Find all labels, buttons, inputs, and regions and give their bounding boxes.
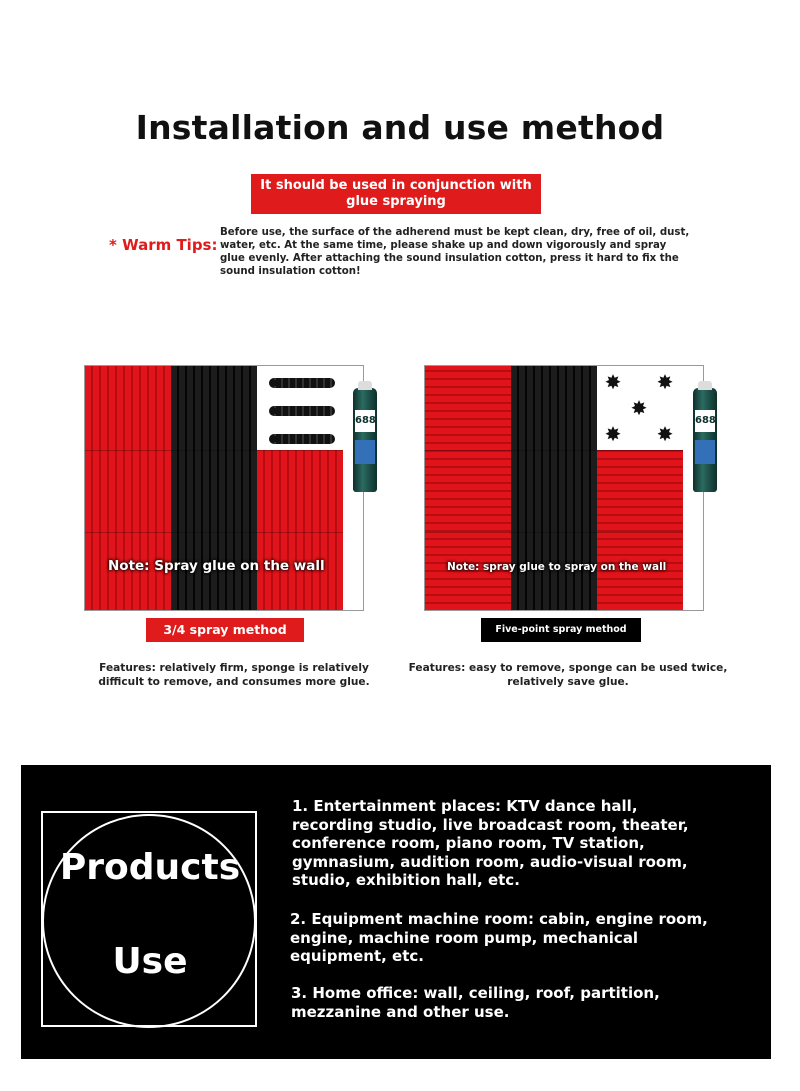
three-quarter-spray-illustration <box>84 365 376 611</box>
method-label-five-point: Five-point spray method <box>481 618 641 642</box>
page-title: Installation and use method <box>135 108 665 147</box>
note-left: Note: Spray glue on the wall <box>108 558 325 574</box>
products-heading: Products <box>59 847 241 888</box>
glue-spray-banner: It should be used in conjunction with glue spraying <box>251 174 541 214</box>
glue-stripe-icon <box>269 378 335 388</box>
warm-tips-text: Before use, the surface of the adherend must be kept clean, dry, free of oil, dust, water, etc. At the same time, please shake up and down vigorously and spray glue evenly. After attaching the sound insulation cotton, press it hard to fix the sound insulation cotton! <box>220 227 690 277</box>
glue-dot-icon: ✸ <box>656 422 674 446</box>
spray-can-icon: 688 <box>693 388 717 492</box>
use-heading: Use <box>112 941 188 982</box>
five-point-spray-illustration <box>424 365 716 611</box>
features-three-quarter: Features: relatively firm, sponge is relatively difficult to remove, and consumes more glue. <box>98 662 370 688</box>
use-item-home-office: 3. Home office: wall, ceiling, roof, partition, mezzanine and other use. <box>291 984 660 1021</box>
features-five-point: Features: easy to remove, sponge can be used twice, relatively save glue. <box>408 662 728 688</box>
glue-dot-icon: ✸ <box>604 422 622 446</box>
note-right: Note: spray glue to spray on the wall <box>447 561 667 573</box>
method-label-three-quarter: 3/4 spray method <box>146 618 304 642</box>
products-use-section <box>21 765 771 1059</box>
use-item-entertainment: 1. Entertainment places: KTV dance hall, recording studio, live broadcast room, theater, conference room, piano room, TV station, gymnasium, audition room, audio-visual room, studio, exhibition hall, etc. <box>292 797 689 889</box>
spray-can-icon: 688 <box>353 388 377 492</box>
glue-stripe-icon <box>269 406 335 416</box>
glue-stripe-icon <box>269 434 335 444</box>
glue-dot-icon: ✸ <box>656 370 674 394</box>
glue-dot-icon: ✸ <box>630 396 648 420</box>
use-item-equipment: 2. Equipment machine room: cabin, engine room, engine, machine room pump, mechanical equipment, etc. <box>290 910 708 965</box>
glue-dot-icon: ✸ <box>604 370 622 394</box>
warm-tips-label: * Warm Tips: <box>109 236 218 254</box>
